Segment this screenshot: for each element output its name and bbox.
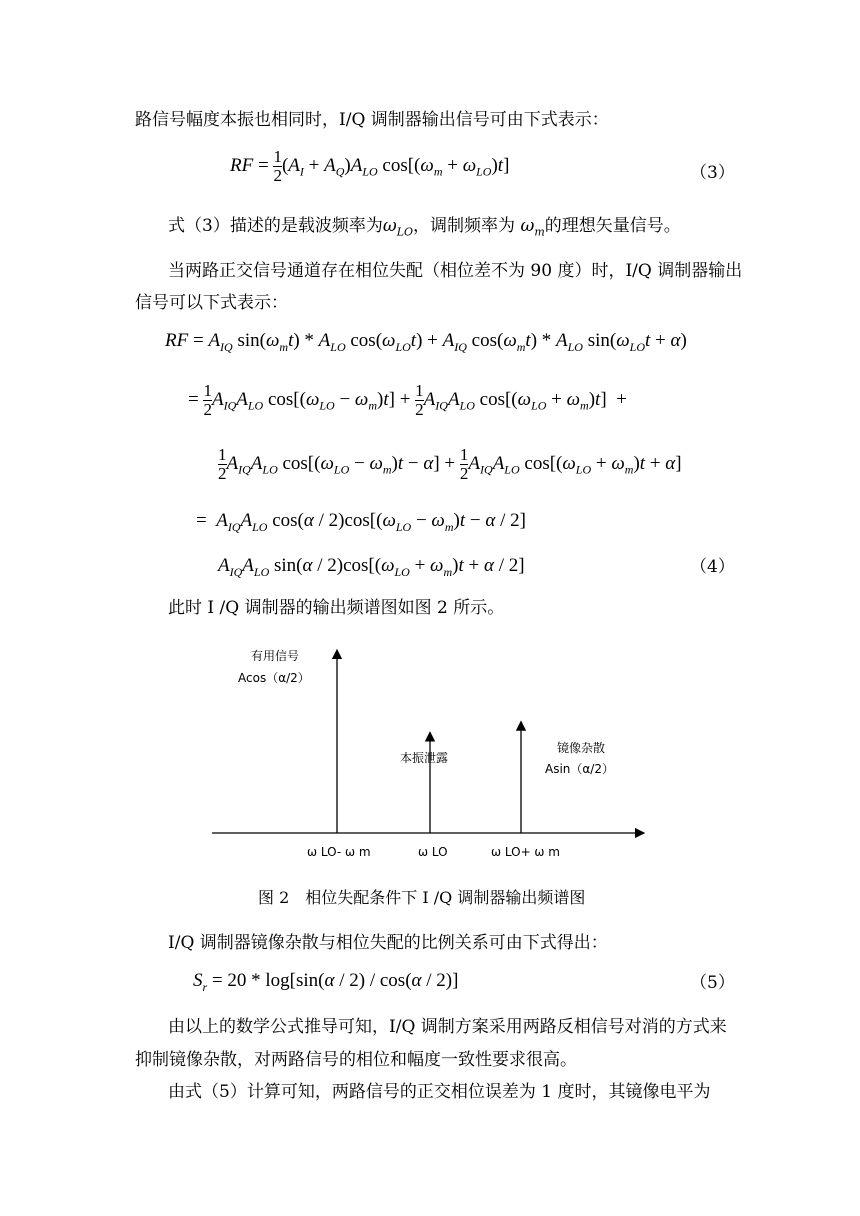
paragraph-line: 式（3）描述的是载波频率为$\omega_{LO}$，调制频率为 $\omega_m$的理想矢量信号。 [168,216,681,239]
tick-label: ω LO+ ω m [491,845,560,859]
paragraph-line: 由式（5）计算可知，两路信号的正交相位误差为 1 度时，其镜像电平为 [168,1082,711,1102]
spectrum-diagram [0,630,860,870]
image-spur-label: 镜像杂散 [557,741,606,755]
equation-4-line-4: = $A_{IQ}A_{LO}$ $\cos(\alpha / 2)\cos[(\omega_{LO} - \omega_m)t - \alpha / 2]$ [196,510,526,534]
useful-signal-label: 有用信号 [251,649,300,663]
paragraph-line: 信号可以下式表示： [135,293,288,313]
equation-4-line-3: $\frac{1}{2}$ $A_{IQ}A_{LO}$ $\cos[(\omega_{LO} - \omega_m)t - \alpha]$ + $\frac{1}{2}$ $A_{IQ}A_{LO}$ $\cos[(\omega_{LO} + \omega_m)t + \alpha]$ [218,445,682,483]
equation-4-line-5: $A_{IQ}A_{LO}$ $\sin(\alpha / 2)\cos[(\omega_{LO} + \omega_m)t + \alpha / 2]$ [218,555,525,579]
equation-5: $S_r = 20 * \log[\sin(\alpha / 2) / \cos(\alpha / 2)]$ [193,970,459,994]
paragraph-line: I/Q 调制器镜像杂散与相位失配的比例关系可由下式得出： [168,933,608,953]
tick-label: ω LO [418,845,448,859]
paragraph-line: 抑制镜像杂散，对两路信号的相位和幅度一致性要求很高。 [135,1050,577,1070]
equation-number: （5） [690,973,735,993]
figure-caption: 图 2 相位失配条件下 I /Q 调制器输出频谱图 [258,888,586,907]
tick-label: ω LO- ω m [307,845,371,859]
paragraph-line: 路信号幅度本振也相同时，I/Q 调制器输出信号可由下式表示： [135,110,609,130]
useful-signal-value: Acos（α/2） [238,671,310,685]
paragraph-line: 此时 I /Q 调制器的输出频谱图如图 2 所示。 [168,598,505,618]
equation-4-line-1: RF = $A_{IQ}$ $\sin(\omega_mt) * A_{LO}$ $\cos(\omega_{LO}t) + A_{IQ}$ $\cos(\omega_mt) * A_{LO}$ $\sin(\omega_{LO}t + \alpha)$ [165,330,687,354]
equation-number: （3） [690,163,735,183]
equation-4-line-2: = $\frac{1}{2}$ $A_{IQ}A_{LO}$ $\cos[(\omega_{LO} - \omega_m)t]$ + $\frac{1}{2}$ $A_{IQ}A_{LO}$ $\cos[(\omega_{LO} + \omega_m)t]$ + [188,381,627,419]
image-spur-value: Asin（α/2） [545,762,614,776]
equation-number: （4） [690,557,735,577]
lo-leakage-label: 本振泄露 [400,751,449,765]
paragraph-line: 当两路正交信号通道存在相位失配（相位差不为 90 度）时，I/Q 调制器输出 [168,261,743,281]
paragraph-line: 由以上的数学公式推导可知，I/Q 调制方案采用两路反相信号对消的方式来 [168,1017,727,1037]
equation-3: RF = $\frac{1}{2}$ $(A_I + A_Q)A_{LO}$ $\cos[(\omega_m + \omega_{LO})t]$ [230,147,510,185]
